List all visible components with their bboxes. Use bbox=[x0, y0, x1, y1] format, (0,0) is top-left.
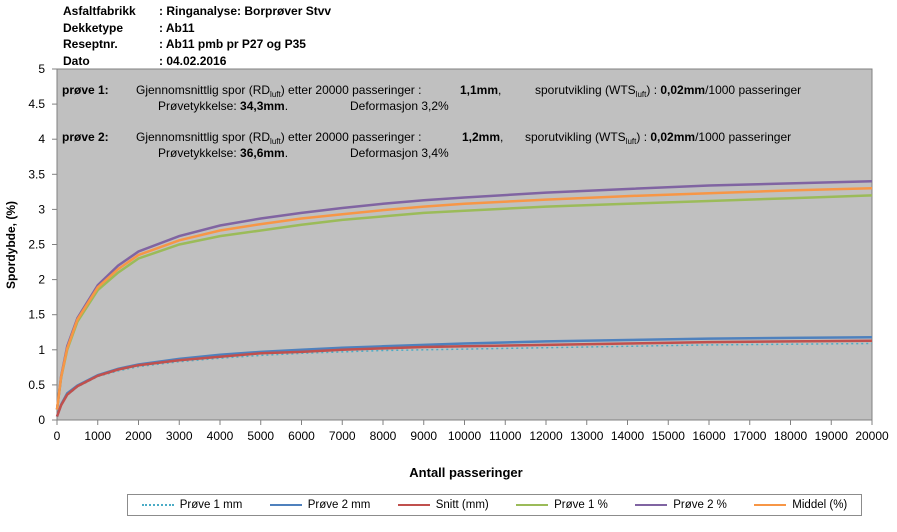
annotation-text: Gjennomsnittlig spor (RD bbox=[136, 83, 271, 97]
x-tick-label: 3000 bbox=[165, 429, 193, 443]
x-tick-label: 16000 bbox=[692, 429, 726, 443]
x-tick-label: 5000 bbox=[247, 429, 275, 443]
annotation-value: 1,2mm bbox=[462, 130, 501, 144]
annotation-subscript: luft bbox=[635, 90, 647, 99]
x-tick-label: 8000 bbox=[369, 429, 397, 443]
legend bbox=[127, 494, 862, 516]
x-tick-label: 20000 bbox=[855, 429, 889, 443]
x-tick-label: 12000 bbox=[529, 429, 563, 443]
annotation-value: 0,02mm bbox=[650, 130, 696, 144]
y-tick-label: 5 bbox=[38, 62, 45, 76]
annotation-text: . bbox=[284, 99, 289, 113]
legend-swatch bbox=[398, 504, 430, 506]
annotation-text: ) : bbox=[646, 83, 658, 97]
x-tick-label: 6000 bbox=[288, 429, 315, 443]
legend-item bbox=[635, 499, 727, 511]
legend-item bbox=[516, 499, 608, 511]
annotation-text: ) : bbox=[636, 130, 648, 144]
annotation-subscript: luft bbox=[625, 137, 637, 146]
header-key: Dato bbox=[63, 53, 90, 68]
header-value: : Ab11 bbox=[159, 20, 195, 35]
annotation-subscript: luft bbox=[270, 137, 281, 146]
header-value: : Ringanalyse: Borprøver Stvv bbox=[159, 4, 332, 18]
y-tick-label: 3.5 bbox=[28, 167, 45, 182]
header-value: : Ab11 pmb pr P27 og P35 bbox=[159, 37, 306, 51]
legend-label: Snitt (mm) bbox=[435, 499, 489, 511]
legend-item bbox=[270, 499, 371, 511]
x-tick-label: 15000 bbox=[651, 429, 685, 443]
legend-item bbox=[398, 499, 489, 511]
x-tick-label: 19000 bbox=[814, 429, 848, 443]
x-tick-label: 13000 bbox=[570, 429, 604, 443]
header-key: Reseptnr. bbox=[63, 37, 118, 51]
annotation-text: sporutvikling (WTS bbox=[535, 83, 636, 97]
x-tick-label: 14000 bbox=[610, 429, 645, 443]
annotation-text: sporutvikling (WTS bbox=[525, 130, 626, 144]
x-tick-label: 18000 bbox=[773, 429, 808, 443]
x-tick-label: 9000 bbox=[410, 429, 438, 443]
y-tick-label: 1.5 bbox=[28, 307, 45, 322]
x-tick-label: 7000 bbox=[328, 429, 356, 443]
header-value: : 04.02.2016 bbox=[159, 53, 227, 68]
annotation-value: 34,3mm bbox=[240, 99, 285, 113]
y-tick-label: 2 bbox=[38, 272, 45, 287]
annotation-value: 1,1mm bbox=[460, 83, 499, 97]
legend-label: Prøve 2 % bbox=[673, 499, 727, 511]
y-tick-label: 4 bbox=[38, 132, 45, 147]
annotation-deformation: Deformasjon 3,2% bbox=[350, 99, 449, 113]
y-tick-label: 0 bbox=[38, 413, 45, 427]
y-axis-label: Spordybde, (%) bbox=[4, 200, 18, 290]
legend-item bbox=[754, 499, 847, 511]
y-tick-label: 0.5 bbox=[28, 377, 45, 392]
y-tick-label: 2.5 bbox=[28, 237, 45, 252]
legend-label: Prøve 2 mm bbox=[307, 499, 371, 511]
x-tick-label: 1000 bbox=[84, 429, 112, 443]
annotation-label: prøve 1: bbox=[62, 83, 109, 97]
header-key: Asfaltfabrikk bbox=[63, 4, 136, 18]
annotation-text: ) etter 20000 passeringer : bbox=[280, 83, 422, 97]
annotation-subscript: luft bbox=[270, 90, 281, 99]
annotation-value: 0,02mm bbox=[660, 83, 706, 97]
y-tick-label: 3 bbox=[38, 202, 45, 217]
y-tick-label: 4.5 bbox=[28, 97, 45, 112]
legend-item bbox=[142, 499, 243, 511]
annotation-text: /1000 passeringer bbox=[695, 130, 792, 144]
annotation-text: , bbox=[500, 130, 504, 144]
y-tick-label: 1 bbox=[38, 342, 45, 357]
x-tick-label: 11000 bbox=[489, 429, 522, 443]
x-tick-label: 10000 bbox=[447, 429, 482, 443]
legend-swatch bbox=[754, 504, 786, 506]
legend-swatch bbox=[635, 504, 667, 506]
x-tick-label: 2000 bbox=[125, 429, 152, 443]
header-key: Dekketype bbox=[63, 20, 124, 35]
legend-swatch bbox=[270, 504, 302, 506]
x-tick-label: 0 bbox=[53, 429, 61, 443]
legend-swatch bbox=[142, 504, 174, 506]
x-ticks bbox=[54, 420, 889, 443]
annotation-text: Prøvetykkelse: bbox=[158, 146, 237, 160]
annotation-text: , bbox=[498, 83, 502, 97]
annotation-deformation: Deformasjon 3,4% bbox=[350, 146, 449, 160]
annotation-text: ) etter 20000 passeringer : bbox=[280, 130, 422, 144]
annotation-text: . bbox=[284, 146, 289, 160]
legend-label: Prøve 1 mm bbox=[179, 499, 243, 511]
legend-swatch bbox=[516, 504, 548, 506]
legend-label: Prøve 1 % bbox=[554, 499, 608, 511]
annotation-text: Gjennomsnittlig spor (RD bbox=[136, 130, 271, 144]
x-tick-label: 17000 bbox=[733, 429, 767, 443]
annotation-text: Prøvetykkelse: bbox=[158, 99, 237, 113]
annotation-value: 36,6mm bbox=[240, 146, 285, 160]
x-tick-label: 4000 bbox=[206, 429, 234, 443]
x-axis-label: Antall passeringer bbox=[409, 465, 523, 480]
y-ticks bbox=[28, 62, 57, 427]
annotation-label: prøve 2: bbox=[62, 130, 109, 144]
legend-label: Middel (%) bbox=[792, 499, 848, 511]
annotation-text: /1000 passeringer bbox=[705, 83, 802, 97]
